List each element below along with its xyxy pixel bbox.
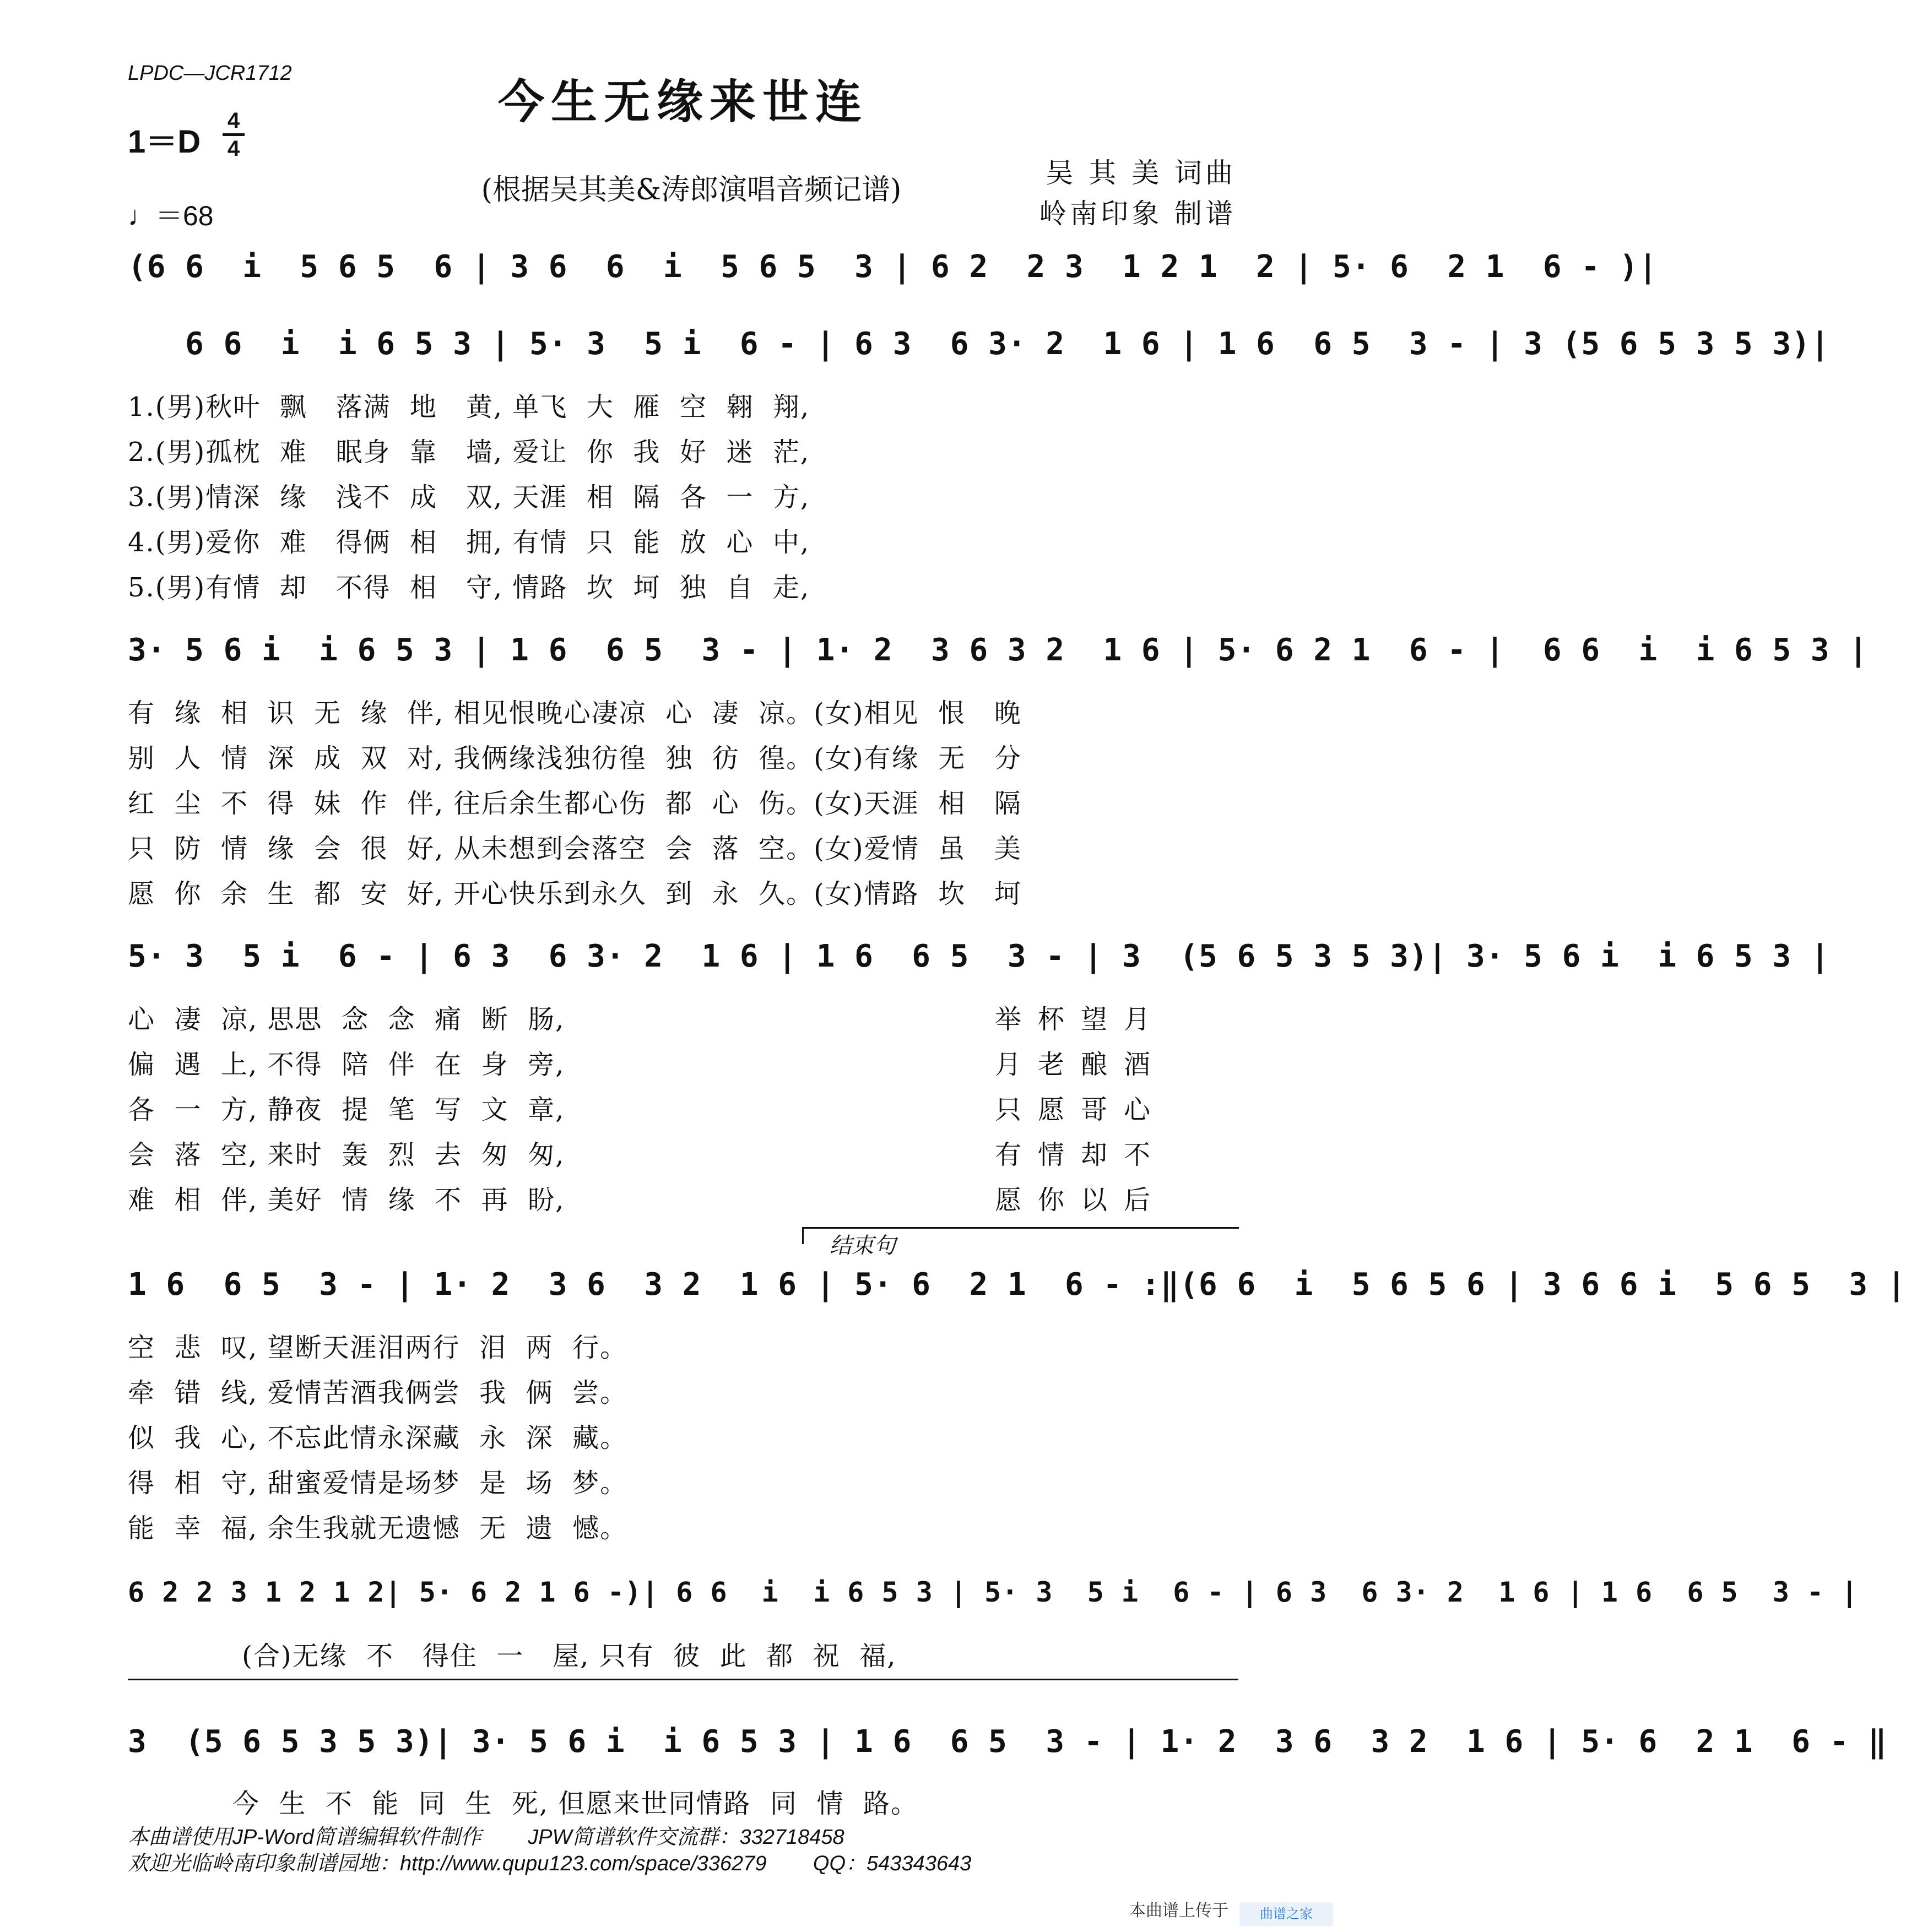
lyric-line: 2.(男)孤枕 难 眠身 靠 墙, 爱让 你 我 好 迷 茫, [128, 437, 810, 468]
lyric-line: 4.(男)爱你 难 得俩 相 拥, 有情 只 能 放 心 中, [128, 527, 810, 558]
subtitle: (根据吴其美&涛郎演唱音频记谱) [481, 173, 902, 207]
credit-lyrics-music: 吴 其 美 词曲 [1046, 157, 1236, 189]
lyric-line: 1.(男)秋叶 飘 落满 地 黄, 单飞 大 雁 空 翱 翔, [128, 392, 810, 422]
notation-line-female-a: 5· 3 5 i 6 - | 6 3 6 3· 2 1 6 | 1 6 6 5 3 - | 3 (5 6 5 3 5 3)| 3· 5 6 i i 6 5 3 | [128, 938, 1830, 974]
lyric-line: 难 相 伴, 美好 情 缘 不 再 盼, [128, 1185, 565, 1215]
lyric-line: 愿你以后 [995, 1185, 1167, 1215]
lyric-line: 心 凄 凉, 思思 念 念 痛 断 肠, [128, 1004, 565, 1035]
footer-website-note: 欢迎光临岭南印象制谱园地：http://www.qupu123.com/space/336279 QQ：543343643 [128, 1852, 972, 1875]
lyric-line: 得 相 守, 甜蜜爱情是场梦 是 场 梦。 [128, 1468, 628, 1499]
lyric-line: 只愿哥心 [995, 1094, 1167, 1125]
notation-line-verse-b: 3· 5 6 i i 6 5 3 | 1 6 6 5 3 - | 1· 2 3 6 3 2 1 6 | 5· 6 2 1 6 - | 6 6 i i 6 5 3 | [128, 632, 1869, 668]
key-signature: 1＝D [128, 124, 201, 160]
footer-software-note: 本曲谱使用JP-Word简谱编辑软件制作 JPW简谱软件交流群：332718458 [128, 1826, 844, 1849]
site-logo: 曲谱之家 [1239, 1902, 1333, 1926]
score-code: LPDC—JCR1712 [128, 62, 292, 85]
lyric-line: 能 幸 福, 余生我就无遗憾 无 遗 憾。 [128, 1513, 628, 1544]
lyric-line: 各 一 方, 静夜 提 笔 写 文 章, [128, 1094, 565, 1125]
lyric-line: 举杯望月 [995, 1004, 1167, 1035]
notation-line-intro: (6 6 i 5 6 5 6 | 3 6 6 i 5 6 5 3 | 6 2 2 3 1 2 1 2 | 5· 6 2 1 6 - )| [128, 249, 1658, 285]
ending-rule [128, 1679, 1238, 1680]
lyric-line: 愿 你 余 生 都 安 好, 开心快乐到永久 到 永 久。(女)情路 坎 坷 [128, 878, 1022, 909]
lyric-line: 只 防 情 缘 会 很 好, 从未想到会落空 会 落 空。(女)爱情 虽 美 [128, 833, 1022, 864]
credit-score-maker: 岭南印象 制谱 [1039, 198, 1236, 230]
lyric-line: 今 生 不 能 同 生 死, 但愿来世同情路 同 情 路。 [128, 1788, 918, 1819]
lyric-line: 偏 遇 上, 不得 陪 伴 在 身 旁, [128, 1049, 565, 1080]
lyric-line: 别 人 情 深 成 双 对, 我俩缘浅独彷徨 独 彷 徨。(女)有缘 无 分 [128, 743, 1022, 774]
lyric-line: 空 悲 叹, 望断天涯泪两行 泪 两 行。 [128, 1332, 628, 1363]
notation-line-ending-b: 3 (5 6 5 3 5 3)| 3· 5 6 i i 6 5 3 | 1 6 6 5 3 - | 1· 2 3 6 3 2 1 6 | 5· 6 2 1 6 - ‖ [128, 1724, 1887, 1760]
lyric-line: 5.(男)有情 却 不得 相 守, 情路 坎 坷 独 自 走, [128, 572, 810, 603]
upload-note: 本曲谱上传于 [1129, 1902, 1228, 1920]
lyric-line: 月老酿酒 [995, 1049, 1167, 1080]
notation-line-female-b: 1 6 6 5 3 - | 1· 2 3 6 3 2 1 6 | 5· 6 2 1 6 - :‖(6 6 i 5 6 5 6 | 3 6 6 i 5 6 5 3 | [128, 1267, 1906, 1303]
notation-line-verse-a: 6 6 i i 6 5 3 | 5· 3 5 i 6 - | 6 3 6 3· 2 1 6 | 1 6 6 5 3 - | 3 (5 6 5 3 5 3)| [128, 326, 1830, 362]
lyric-line: 似 我 心, 不忘此情永深藏 永 深 藏。 [128, 1423, 628, 1453]
time-signature [223, 109, 245, 160]
lyric-line: 牵 错 线, 爱情苦酒我俩尝 我 俩 尝。 [128, 1377, 628, 1408]
lyric-line: 有 缘 相 识 无 缘 伴, 相见恨晚心凄凉 心 凄 凉。(女)相见 恨 晚 [128, 698, 1022, 729]
notation-line-ending-a: 6 2 2 3 1 2 1 2| 5· 6 2 1 6 -)| 6 6 i i 6 5 3 | 5· 3 5 i 6 - | 6 3 6 3· 2 1 6 | 1 6 6 5 3 - | [128, 1576, 1859, 1608]
song-title: 今生无缘来世连 [497, 74, 868, 129]
lyric-line: 红 尘 不 得 妹 作 伴, 往后余生都心伤 都 心 伤。(女)天涯 相 隔 [128, 788, 1022, 819]
time-signature-bottom: 4 [227, 137, 240, 161]
lyric-line: 会 落 空, 来时 轰 烈 去 匆 匆, [128, 1139, 565, 1170]
time-signature-top: 4 [227, 108, 240, 133]
coda-label: 结束句 [830, 1234, 896, 1258]
lyric-line: (合)无缘 不 得住 一 屋, 只有 彼 此 都 祝 福, [128, 1641, 897, 1671]
lyric-line: 有情却不 [995, 1139, 1167, 1170]
lyric-line: 3.(男)情深 缘 浅不 成 双, 天涯 相 隔 各 一 方, [128, 482, 810, 513]
tempo-marking: ♩＝68 [128, 200, 214, 231]
